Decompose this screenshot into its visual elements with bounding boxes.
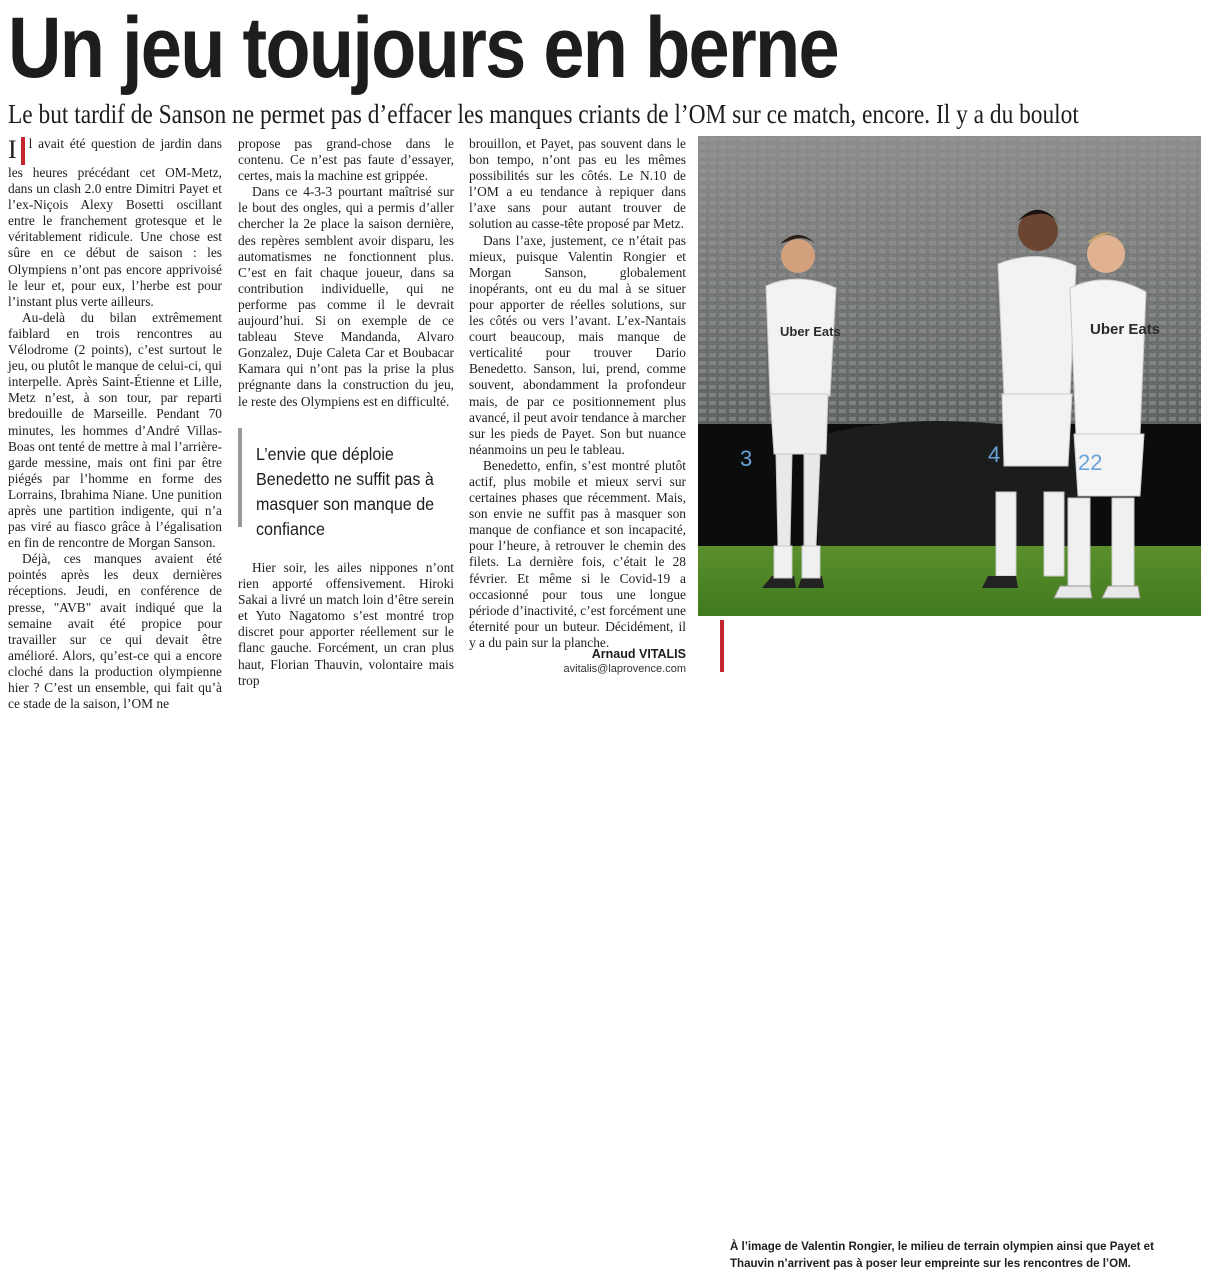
pull-quote-bar (238, 428, 242, 527)
article-column-2 (238, 136, 454, 410)
paragraph: Il avait été question de jardin dans les heures précédant cet OM-Metz, dans un clash 2.0 entre Dimitri Payet et l’ex-Niçois Alexy Bosetti oscillant entre le franchement grotesque et le véritablement ridicule. Une chose est sûre en ce début de saison : les Olympiens n’ont pas encore apprivoisé le leur et, pour eux, l’herbe est pour l’instant plus verte ailleurs. (8, 135, 222, 309)
dropcap-bar (21, 137, 25, 165)
shorts-number-right: 22 (1078, 450, 1103, 475)
photo-caption: À l’image de Valentin Rongier, le milieu de terrain olympien ainsi que Payet et Thauvin n’arrivent pas à poser leur empreinte sur les rencontres de l’OM. (730, 1239, 1154, 1270)
dropcap: I (8, 135, 17, 164)
paragraph: Benedetto, enfin, s’est montré plutôt actif, plus mobile et mieux servi sur certaines phases que récemment. Mais, son envie ne suffit pas à masquer son manque de confiance et son incapacité, pour l’heure, à retrouver le chemin des filets. La dernière fois, c’était le 28 février. Et même si le Covid-19 a occasionné pour tous une longue période d’inactivité, c’est forcément une éternité pour un buteur. Décidément, il y a du pain sur la planche. (469, 457, 686, 650)
paragraph: Au-delà du bilan extrêmement faiblard en trois rencontres au Vélodrome (2 points), c’est surtout le jeu, ou plutôt le manque de celui-ci, qui interpelle. Après Saint-Étienne et Lille, Metz n’est, à son tour, par reparti bredouille de Marseille. Pendant 70 minutes, les hommes d’André Villas-Boas ont tenté de mettre à mal l’arrière-garde messine, mais ont fini par être piégés par l’homme en forme des Lorrains, Ibrahima Niane. Une punition après une partition indigente, qui n’a pas viré au fiasco grâce à l’égalisation en fin de rencontre de Morgan Sanson. (8, 309, 222, 551)
standfirst: Le but tardif de Sanson ne permet pas d’effacer les manques criants de l’OM sur ce match, encore. Il y a du boulot (8, 99, 1079, 129)
jersey-sponsor-left: Uber Eats (780, 324, 841, 339)
paragraph: Dans ce 4-3-3 pourtant maîtrisé sur le bout des ongles, qui a permis d’aller chercher la 2e place la saison dernière, des repères semblent avoir disparu, les automatismes ne fonctionnent plus. C’est en fait chaque joueur, dans sa contribution individuelle, qui ne performe pas comme il le devrait aujourd’hui. Si on exemple de ce tableau Steve Mandanda, Alvaro Gonzalez, Duje Caleta Car et Boubacar Kamara qui n’ont pas la prise la plus prégnante dans la construction du jeu, le reste des Olympiens est en difficulté. (238, 184, 454, 409)
article-column-3 (469, 136, 686, 651)
pull-quote-text: L’envie que déploie Benedetto ne suffit pas à masquer son manque de confiance (256, 444, 435, 539)
players-illustration (698, 136, 1201, 616)
author-email: avitalis@laprovence.com (563, 663, 686, 675)
paragraph: propose pas grand-chose dans le contenu. Ce n’est pas faute d’essayer, certes, mais la machine est grippée. (238, 136, 454, 184)
paragraph: Dans l’axe, justement, ce n’était pas mieux, puisque Valentin Rongier et Morgan Sanson, globalement inopérants, ont eu du mal à se situer pour apporter de réelles solutions, sur les côtés ou vers l’avant. L’ex-Nantais court beaucoup, mais manque de verticalité pour trouver Dario Benedetto. Sanson, lui, prend, comme souvent, abondamment la profondeur mais, de par ce positionnement plus avancé, il peut avoir tendance à marcher sur les pieds de Payet. Son but nuance néanmoins un peu le tableau. (469, 232, 686, 457)
paragraph: brouillon, et Payet, pas souvent dans le bon tempo, n’ont pas eu les mêmes possibilités sur les côtés. Le N.10 de l’OM a eu tendance à repiquer dans l’axe sans pour autant trouver de solution au casse-tête proposé par Metz. (469, 136, 686, 232)
match-photo (698, 136, 1201, 616)
pull-quote (238, 428, 454, 539)
shorts-number-left: 3 (740, 446, 753, 471)
photo-caption-wrap (730, 619, 1200, 1270)
headline: Un jeu toujours en berne (8, 0, 838, 96)
paragraph: Hier soir, les ailes nippones n’ont rien apporté offensivement. Hiroki Sakai a livré un match loin d’être serein et Yuto Nagatomo s’est montré trop discret pour apporter réellement sur le flanc gauche. Forcément, un cran plus haut, Florian Thauvin, volontaire mais trop (238, 560, 454, 688)
shorts-number-middle: 4 (988, 442, 1001, 467)
caption-bar (720, 620, 724, 672)
jersey-sponsor-right: Uber Eats (1090, 321, 1161, 338)
article-column-2-continued (238, 560, 454, 689)
article-column-1 (8, 136, 222, 712)
byline (469, 646, 686, 676)
author-name: Arnaud VITALIS (591, 647, 686, 661)
paragraph: Déjà, ces manques avaient été pointés après les deux dernières réceptions. Jeudi, en conférence de presse, "AVB" avait indiqué que la semaine avait été propice pour travailler sur ce qui devait être amélioré. Alors, qu’est-ce qui a encore cloché dans la production olympienne hier ? C’est un ensemble, qui fait qu’à ce stade de la saison, l’OM ne (8, 551, 222, 712)
